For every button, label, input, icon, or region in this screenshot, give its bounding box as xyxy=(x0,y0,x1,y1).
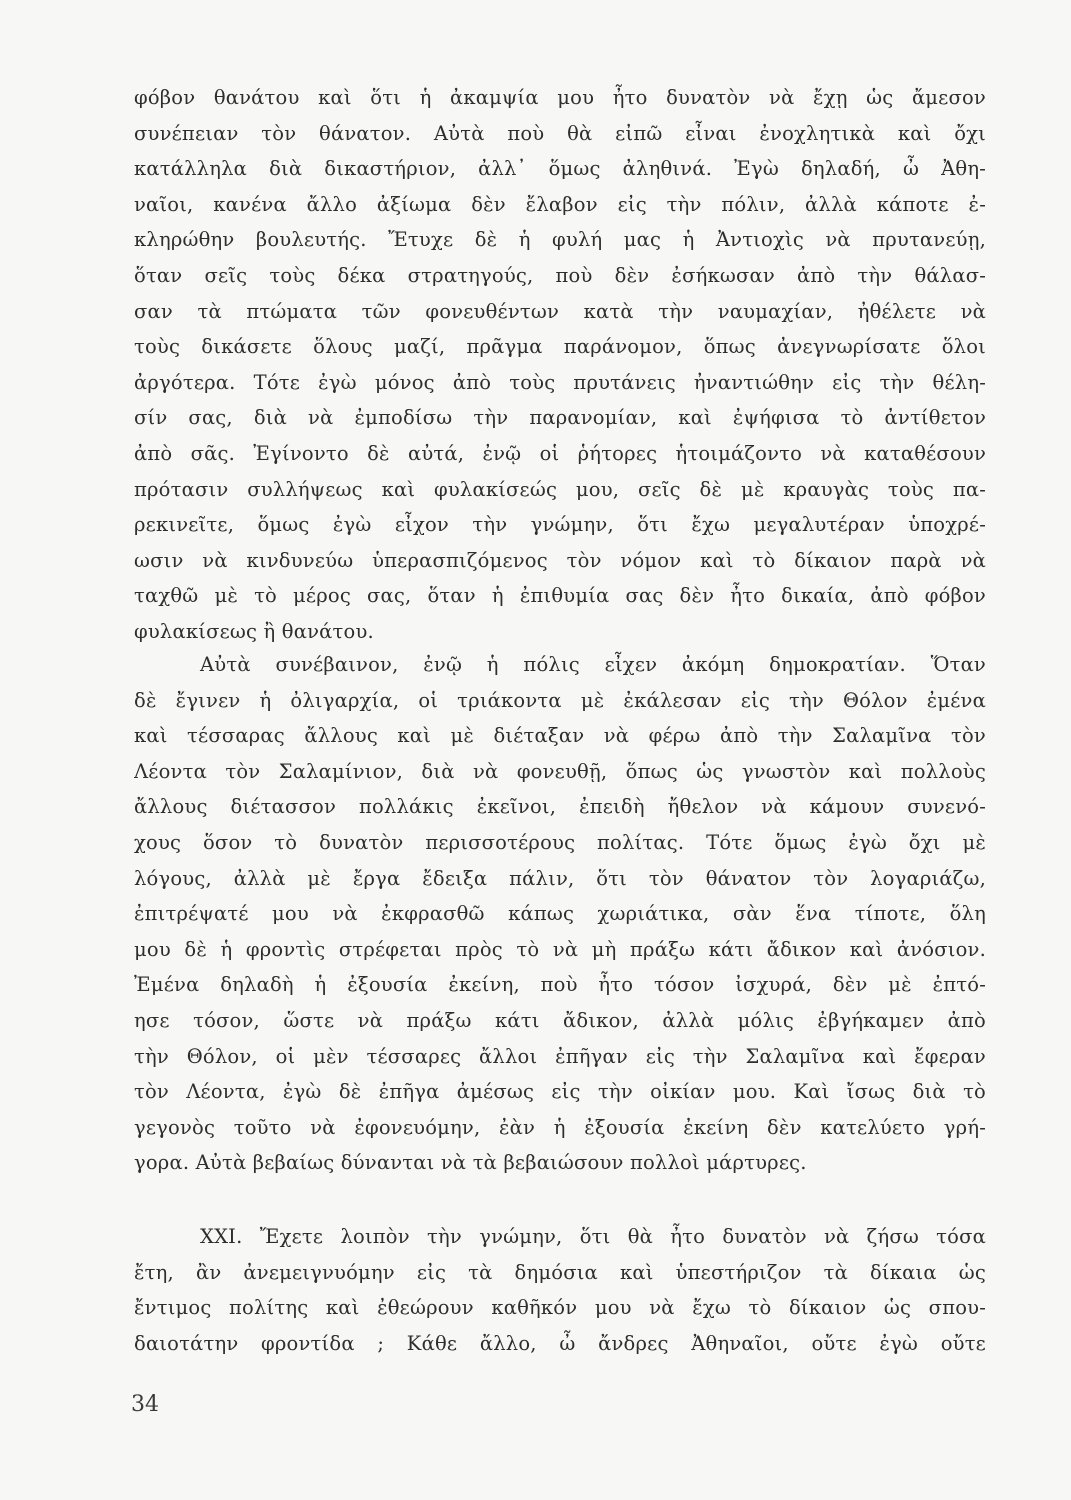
text-line: κατάλληλα διὰ δικαστήριον, ἀλλ᾽ ὅμως ἀληθινά. Ἐγὼ δηλαδή, ὦ Ἀθη- xyxy=(134,157,986,181)
text-line: ἄλλους διέτασσον πολλάκις ἐκεῖνοι, ἐπειδὴ ἤθελον νὰ κάμουν συνενό- xyxy=(134,795,986,819)
text-line: τοὺς δικάσετε ὅλους μαζί, πρᾶγμα παράνομον, ὅπως ἀνεγνωρίσατε ὅλοι xyxy=(134,335,986,359)
text-line: ἀργότερα. Τότε ἐγὼ μόνος ἀπὸ τοὺς πρυτάνεις ἠναντιώθην εἰς τὴν θέλη- xyxy=(134,370,986,394)
text-line: Αὐτὰ συνέβαινον, ἐνῷ ἡ πόλις εἶχεν ἀκόμη δημοκρατίαν. Ὅταν xyxy=(200,653,986,676)
text-line: λόγους, ἀλλὰ μὲ ἔργα ἔδειξα πάλιν, ὅτι τὸν θάνατον τὸν λογαριάζω, xyxy=(134,866,986,890)
text-line: χους ὅσον τὸ δυνατὸν περισσοτέρους πολίτας. Τότε ὅμως ἐγὼ ὄχι μὲ xyxy=(134,830,986,854)
text-line: ὅταν σεῖς τοὺς δέκα στρατηγούς, ποὺ δὲν ἐσήκωσαν ἀπὸ τὴν θάλασ- xyxy=(134,263,986,287)
text-line: XXI. Ἔχετε λοιπὸν τὴν γνώμην, ὅτι θὰ ἦτο δυνατὸν νὰ ζήσω τόσα xyxy=(200,1225,986,1248)
text-line: τὴν Θόλον, οἱ μὲν τέσσαρες ἄλλοι ἐπῆγαν εἰς τὴν Σαλαμῖνα καὶ ἔφεραν xyxy=(134,1044,986,1068)
text-line: ναῖοι, κανένα ἄλλο ἀξίωμα δὲν ἔλαβον εἰς τὴν πόλιν, ἀλλὰ κάποτε ἐ- xyxy=(134,192,986,216)
text-line: σίν σας, διὰ νὰ ἐμποδίσω τὴν παρανομίαν, καὶ ἐψήφισα τὸ ἀντίθετον xyxy=(134,406,986,430)
text-line: Λέοντα τὸν Σαλαμίνιον, διὰ νὰ φονευθῇ, ὅπως ὡς γνωστὸν καὶ πολλοὺς xyxy=(134,759,986,783)
text-line: κληρώθην βουλευτής. Ἔτυχε δὲ ἡ φυλή μας ἡ Ἀντιοχὶς νὰ πρυτανεύῃ, xyxy=(134,228,986,252)
text-line: πρότασιν συλλήψεως καὶ φυλακίσεώς μου, σεῖς δὲ μὲ κραυγὰς τοὺς πα- xyxy=(134,477,986,501)
text-line: καὶ τέσσαρας ἄλλους καὶ μὲ διέταξαν νὰ φέρω ἀπὸ τὴν Σαλαμῖνα τὸν xyxy=(134,724,986,748)
text-line: ἔντιμος πολίτης καὶ ἐθεώρουν καθῆκόν μου νὰ ἔχω τὸ δίκαιον ὡς σπου- xyxy=(134,1296,986,1320)
text-line: γεγονὸς τοῦτο νὰ ἐφονευόμην, ἐὰν ἡ ἐξουσία ἐκείνη δὲν κατελύετο γρή- xyxy=(134,1115,986,1139)
text-line: ἔτη, ἂν ἀνεμειγνυόμην εἰς τὰ δημόσια καὶ ὑπεστήριζον τὰ δίκαια ὡς xyxy=(134,1260,986,1284)
text-line: δαιοτάτην φροντίδα ; Κάθε ἄλλο, ὦ ἄνδρες Ἀθηναῖοι, οὔτε ἐγὼ οὔτε xyxy=(134,1331,986,1355)
page-number: 34 xyxy=(131,1392,159,1417)
paragraph-3-section-xxi xyxy=(134,1219,986,1361)
text-line: ἀπὸ σᾶς. Ἐγίνοντο δὲ αὐτά, ἐνῷ οἱ ῥήτορες ἡτοιμάζοντο νὰ καταθέσουν xyxy=(134,441,986,465)
text-line: ησε τόσον, ὥστε νὰ πράξω κάτι ἄδικον, ἀλλὰ μόλις ἐβγήκαμεν ἀπὸ xyxy=(134,1008,986,1032)
text-line: τὸν Λέοντα, ἐγὼ δὲ ἐπῆγα ἀμέσως εἰς τὴν οἰκίαν μου. Καὶ ἴσως διὰ τὸ xyxy=(134,1080,986,1104)
text-line: ταχθῶ μὲ τὸ μέρος σας, ὅταν ἡ ἐπιθυμία σας δὲν ἦτο δικαία, ἀπὸ φόβον xyxy=(134,584,986,608)
text-line: ρεκινεῖτε, ὅμως ἐγὼ εἶχον τὴν γνώμην, ὅτι ἔχω μεγαλυτέραν ὑποχρέ- xyxy=(134,513,986,537)
paragraph-2 xyxy=(134,647,986,1181)
paragraph-1 xyxy=(134,80,986,650)
text-line: ἐπιτρέψατέ μου νὰ ἐκφρασθῶ κάπως χωριάτικα, σὰν ἕνα τίποτε, ὅλη xyxy=(134,902,986,926)
text-line: Ἐμένα δηλαδὴ ἡ ἐξουσία ἐκείνη, ποὺ ἦτο τόσον ἰσχυρά, δὲν μὲ ἐπτό- xyxy=(134,973,986,997)
text-line: ωσιν νὰ κινδυνεύω ὑπερασπιζόμενος τὸν νόμον καὶ τὸ δίκαιον παρὰ νὰ xyxy=(134,548,986,572)
text-line: δὲ ἔγινεν ἡ ὀλιγαρχία, οἱ τριάκοντα μὲ ἐκάλεσαν εἰς τὴν Θόλον ἐμένα xyxy=(134,688,986,712)
text-line: σαν τὰ πτώματα τῶν φονευθέντων κατὰ τὴν ναυμαχίαν, ἠθέλετε νὰ xyxy=(134,299,986,323)
text-line: φόβον θανάτου καὶ ὅτι ἡ ἀκαμψία μου ἦτο δυνατὸν νὰ ἔχῃ ὡς ἄμεσον xyxy=(134,86,986,109)
text-line: συνέπειαν τὸν θάνατον. Αὐτὰ ποὺ θὰ εἰπῶ εἶναι ἐνοχλητικὰ καὶ ὄχι xyxy=(134,121,986,145)
text-line: φυλακίσεως ἢ θανάτου. xyxy=(134,619,374,643)
text-line: μου δὲ ἡ φροντὶς στρέφεται πρὸς τὸ νὰ μὴ πράξω κάτι ἄδικον καὶ ἀνόσιον. xyxy=(134,937,986,961)
text-line: γορα. Αὐτὰ βεβαίως δύνανται νὰ τὰ βεβαιώσουν πολλοὶ μάρτυρες. xyxy=(134,1151,807,1175)
